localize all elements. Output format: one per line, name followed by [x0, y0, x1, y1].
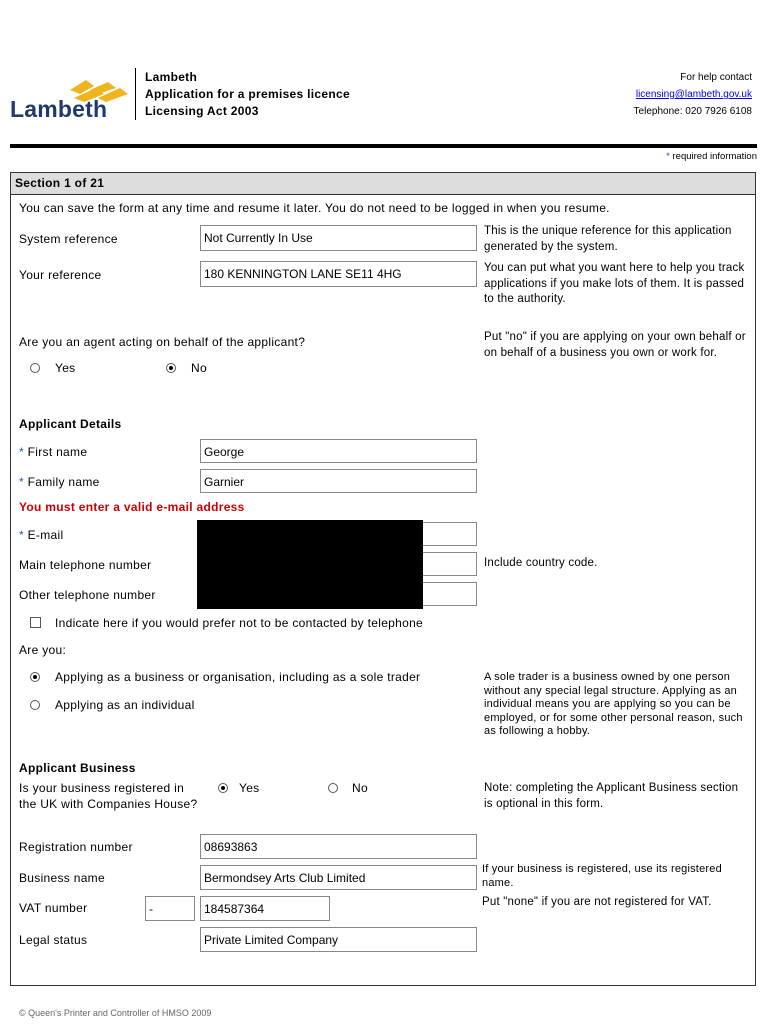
first-name-input[interactable]: George — [200, 439, 477, 463]
applicant-business-note: Note: completing the Applicant Business section is optional in this form. — [484, 782, 739, 810]
business-organisation-label: Applying as a business or organisation, including as a sole trader — [55, 670, 421, 684]
agent-no-radio[interactable] — [166, 363, 176, 373]
first-name-required-star: * — [19, 445, 24, 459]
email-label-text: E-mail — [27, 528, 64, 542]
section-header-bar — [11, 173, 755, 195]
email-label — [19, 528, 63, 542]
no-telephone-contact-checkbox[interactable] — [30, 617, 41, 628]
help-contact-label: For help contact — [680, 72, 752, 83]
help-email-link[interactable]: licensing@lambeth.gov.uk — [635, 89, 752, 100]
your-reference-input[interactable]: 180 KENNINGTON LANE SE11 4HG — [200, 261, 477, 287]
individual-label: Applying as an individual — [55, 698, 195, 712]
business-organisation-radio[interactable] — [30, 672, 40, 682]
registered-yes-radio[interactable] — [218, 783, 228, 793]
business-name-label: Business name — [19, 871, 105, 885]
redaction-block — [197, 520, 423, 609]
registered-question: Is your business registered in the UK with Companies House? — [19, 781, 198, 811]
email-error-message: You must enter a valid e-mail address — [19, 500, 245, 514]
first-name-label-text: First name — [27, 445, 88, 459]
agent-yes-radio[interactable] — [30, 363, 40, 373]
help-telephone: Telephone: 020 7926 6108 — [633, 106, 752, 117]
are-you-help: A sole trader is a business owned by one person without any special legal structure. Applying as an individual means you are applying so you can be employed, or for some other personal reason, such as following a hobby. — [484, 671, 743, 737]
system-reference-help: This is the unique reference for this application generated by the system. — [484, 225, 732, 253]
family-name-required-star: * — [19, 475, 24, 489]
applicant-business-heading: Applicant Business — [19, 761, 136, 775]
family-name-label-text: Family name — [27, 475, 100, 489]
header-title-line3: Licensing Act 2003 — [145, 104, 259, 118]
header-divider-left — [135, 68, 136, 120]
business-name-help: If your business is registered, use its registered name. — [482, 863, 722, 889]
lambeth-logo — [8, 76, 130, 124]
section-title: Section 1 of 21 — [15, 176, 105, 190]
are-you-question: Are you: — [19, 643, 67, 657]
main-telephone-help: Include country code. — [484, 557, 598, 569]
agent-yes-label: Yes — [55, 361, 76, 375]
registration-number-label: Registration number — [19, 840, 133, 854]
individual-radio[interactable] — [30, 700, 40, 710]
registration-number-input[interactable]: 08693863 — [200, 834, 477, 859]
main-telephone-label: Main telephone number — [19, 558, 152, 572]
first-name-label — [19, 445, 87, 459]
required-information-text: required information — [672, 151, 757, 162]
registered-yes-label: Yes — [239, 781, 260, 795]
email-required-star: * — [19, 528, 24, 542]
business-name-input[interactable]: Bermondsey Arts Club Limited — [200, 865, 477, 890]
family-name-label — [19, 475, 100, 489]
legal-status-input[interactable]: Private Limited Company — [200, 927, 477, 952]
header-title-line2: Application for a premises licence — [145, 87, 350, 101]
section-intro: You can save the form at any time and resume it later. You do not need to be logged in when you resume. — [19, 201, 610, 215]
agent-question: Are you an agent acting on behalf of the applicant? — [19, 335, 306, 349]
registered-no-label: No — [352, 781, 368, 795]
vat-number-help: Put "none" if you are not registered for VAT. — [482, 896, 712, 908]
agent-help: Put "no" if you are applying on your own behalf or on behalf of a business you own or work for. — [484, 331, 746, 359]
footer-copyright: © Queen's Printer and Controller of HMSO 2009 — [19, 1008, 212, 1018]
applicant-details-heading: Applicant Details — [19, 417, 122, 431]
other-telephone-label: Other telephone number — [19, 588, 156, 602]
no-telephone-contact-label: Indicate here if you would prefer not to be contacted by telephone — [55, 616, 424, 630]
your-reference-label: Your reference — [19, 268, 102, 282]
registered-no-radio[interactable] — [328, 783, 338, 793]
lambeth-logo-text: Lambeth — [10, 96, 108, 122]
family-name-input[interactable]: Garnier — [200, 469, 477, 493]
legal-status-label: Legal status — [19, 933, 88, 947]
vat-number-input[interactable]: 184587364 — [200, 896, 330, 921]
header-rule — [10, 144, 757, 148]
required-star: * — [666, 151, 670, 162]
header-title-line1: Lambeth — [145, 70, 198, 84]
your-reference-help: You can put what you want here to help you track applications if you make lots of them. It is passed to the authority. — [484, 262, 745, 305]
system-reference-label: System reference — [19, 232, 118, 246]
vat-prefix-input[interactable]: - — [145, 896, 195, 921]
system-reference-field: Not Currently In Use — [200, 225, 477, 251]
agent-no-label: No — [191, 361, 207, 375]
vat-number-label: VAT number — [19, 901, 88, 915]
required-information-note — [666, 151, 757, 162]
